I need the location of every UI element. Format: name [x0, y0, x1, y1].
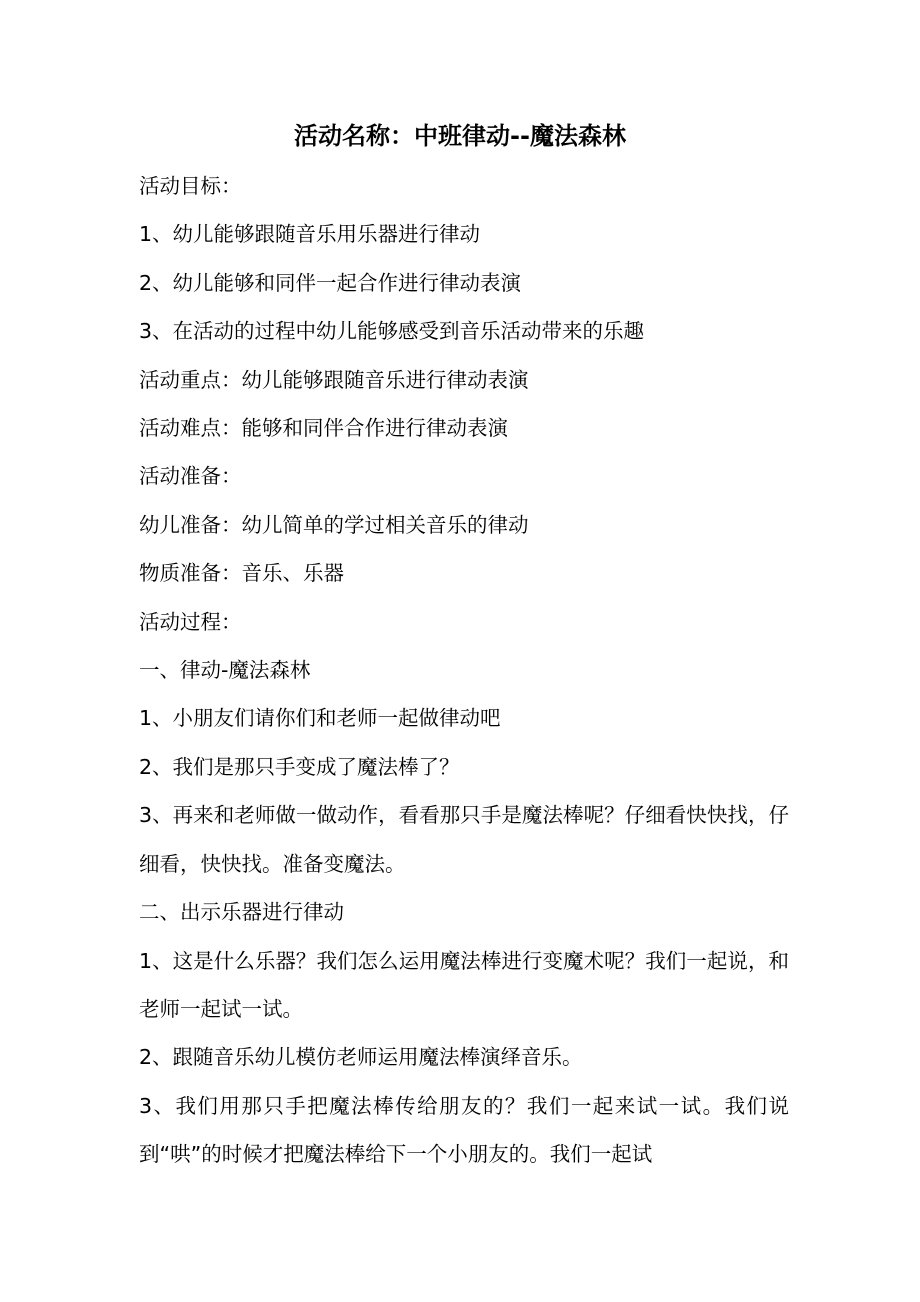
process-heading: 活动过程： [139, 609, 242, 634]
child-prep: 幼儿准备：幼儿简单的学过相关音乐的律动 [139, 512, 529, 537]
goal-item: 3、在活动的过程中幼儿能够感受到音乐活动带来的乐趣 [139, 319, 645, 344]
difficulty: 活动难点：能够和同伴合作进行律动表演 [139, 416, 508, 441]
section2-item: 2、跟随音乐幼儿模仿老师运用魔法棒演绎音乐。 [139, 1045, 583, 1070]
key-point: 活动重点：幼儿能够跟随音乐进行律动表演 [139, 367, 529, 392]
section2-item: 1、这是什么乐器？我们怎么运用魔法棒进行变魔术呢？我们一起说，和老师一起试一试。 [139, 948, 789, 1021]
section2-heading: 二、出示乐器进行律动 [139, 900, 344, 925]
section1-heading: 一、律动-魔法森林 [139, 658, 311, 683]
material-prep: 物质准备：音乐、乐器 [139, 561, 344, 586]
goals-heading: 活动目标： [139, 174, 242, 198]
section1-item: 1、小朋友们请你们和老师一起做律动吧 [139, 706, 501, 731]
goal-item: 2、幼儿能够和同伴一起合作进行律动表演 [139, 270, 522, 295]
section2-item: 3、我们用那只手把魔法棒传给朋友的？我们一起来试一试。我们说到“哄”的时候才把魔法棒给下一个小朋友的。我们一起试 [139, 1093, 789, 1167]
goal-item: 1、幼儿能够跟随音乐用乐器进行律动 [139, 222, 481, 247]
section1-item: 3、再来和老师做一做动作，看看那只手是魔法棒呢？仔细看快快找，仔细看，快快找。准备变魔法。 [139, 803, 789, 876]
page-title: 活动名称：中班律动--魔法森林 [294, 122, 626, 150]
section1-item: 2、我们是那只手变成了魔法棒了？ [139, 754, 460, 779]
document-body [139, 162, 789, 1179]
prep-heading: 活动准备： [139, 464, 242, 489]
